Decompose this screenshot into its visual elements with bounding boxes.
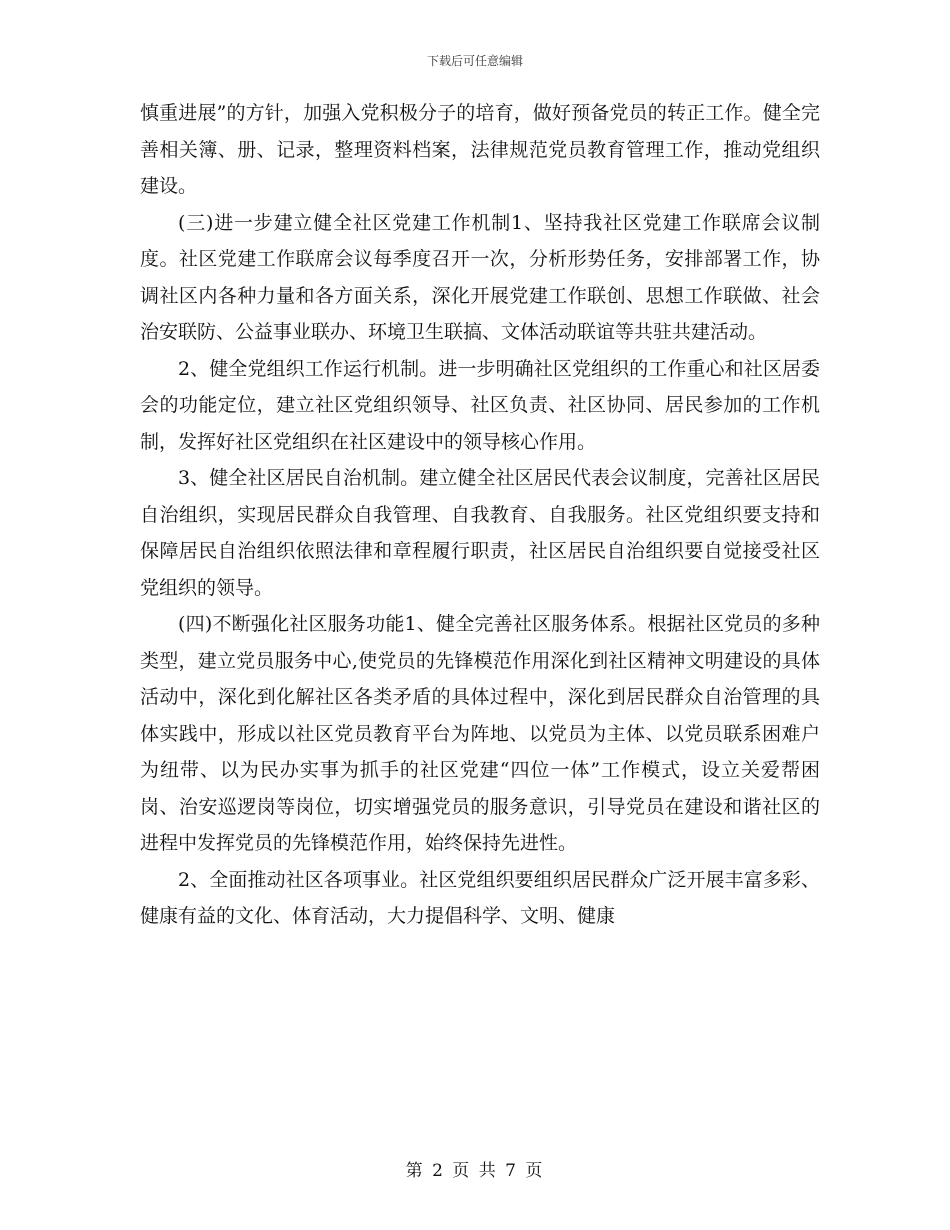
paragraph-6: 2、全面推动社区各项事业。社区党组织要组织居民群众广泛开展丰富多彩、健康有益的文化、体育活动，大力提倡科学、文明、健康 bbox=[140, 868, 820, 927]
paragraph-5: (四)不断强化社区服务功能1、健全完善社区服务体系。根据社区党员的多种类型，建立党员服务中心,使党员的先锋模范作用深化到社区精神文明建设的具体活动中，深化到化解社区各类矛盾的具体过程中，深化到居民群众自治管理的具体实践中，形成以社区党员教育平台为阵地、以党员为主体、以党员联系困难户为纽带、以为民办实事为抓手的社区党建“四位一体”工作模式，设立关爱帮困岗、治安巡逻岗等岗位，切实增强党员的服务意识，引导党员在建设和谐社区的进程中发挥党员的先锋模范作用，始终保持先进性。 bbox=[140, 613, 820, 854]
page-footer: 第 2 页 共 7 页 bbox=[405, 1161, 545, 1181]
paragraph-1: 慎重进展”的方针，加强入党积极分子的培育，做好预备党员的转正工作。健全完善相关簿、册、记录，整理资料档案，法律规范党员教育管理工作，推动党组织建设。 bbox=[140, 102, 820, 197]
page-header: 下载后可任意编辑 bbox=[426, 54, 523, 68]
paragraph-2: (三)进一步建立健全社区党建工作机制1、坚持我社区党建工作联席会议制度。社区党建工作联席会议每季度召开一次，分析形势任务，安排部署工作，协调社区内各种力量和各方面关系，深化开展党建工作联创、思想工作联做、社会治安联防、公益事业联办、环境卫生联搞、文体活动联谊等共驻共建活动。 bbox=[140, 211, 820, 343]
document-body bbox=[140, 95, 820, 935]
paragraph-3: 2、健全党组织工作运行机制。进一步明确社区党组织的工作重心和社区居委会的功能定位，建立社区党组织领导、社区负责、社区协同、居民参加的工作机制，发挥好社区党组织在社区建设中的领导核心作用。 bbox=[140, 357, 820, 453]
paragraph-4: 3、健全社区居民自治机制。建立健全社区居民代表会议制度，完善社区居民自治组织，实现居民群众自我管理、自我教育、自我服务。社区党组织要支持和保障居民自治组织依照法律和章程履行职责，社区居民自治组织要自觉接受社区党组织的领导。 bbox=[140, 467, 820, 599]
